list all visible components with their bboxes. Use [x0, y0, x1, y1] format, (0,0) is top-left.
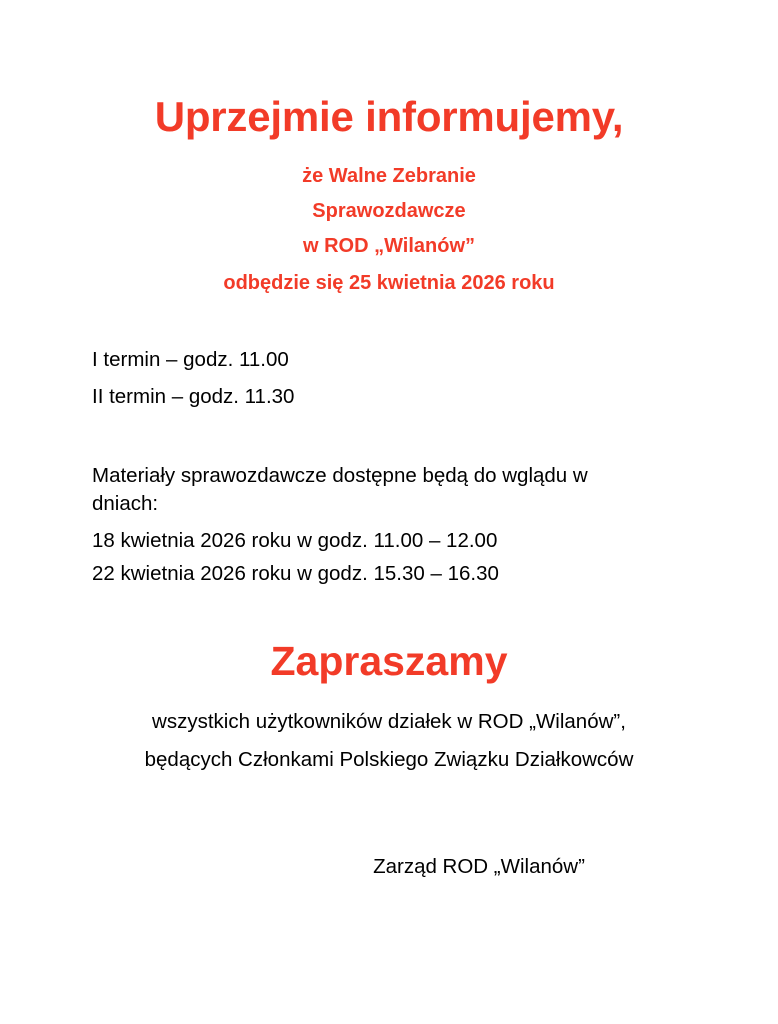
invite-line-1: wszystkich użytkowników działek w ROD „Wilanów”,: [152, 709, 626, 733]
materials-date-2: 22 kwietnia 2026 roku w godz. 15.30 – 16.30: [92, 562, 499, 586]
subheading-block: [60, 140, 718, 293]
invite-line-2: będących Członkami Polskiego Związku Działkowców: [144, 748, 634, 772]
materials-intro: Materiały sprawozdawcze dostępne będą do wglądu w dniach:: [92, 464, 588, 515]
meeting-term-second: II termin – godz. 11.30: [92, 384, 295, 408]
invite-title: Zapraszamy: [270, 637, 508, 684]
page-title: Uprzejmie informujemy,: [154, 93, 624, 140]
subheading-line-3: w ROD „Wilanów”: [302, 235, 476, 258]
signature: Zarząd ROD „Wilanów”: [373, 854, 585, 878]
meeting-term-first: I termin – godz. 11.00: [92, 348, 289, 372]
materials-date-1: 18 kwietnia 2026 roku w godz. 11.00 – 12.00: [92, 528, 498, 552]
subheading-line-4: odbędzie się 25 kwietnia 2026 roku: [223, 272, 555, 295]
subheading-line-2: Sprawozdawcze: [312, 200, 466, 223]
subheading-line-1: że Walne Zebranie: [302, 165, 476, 188]
